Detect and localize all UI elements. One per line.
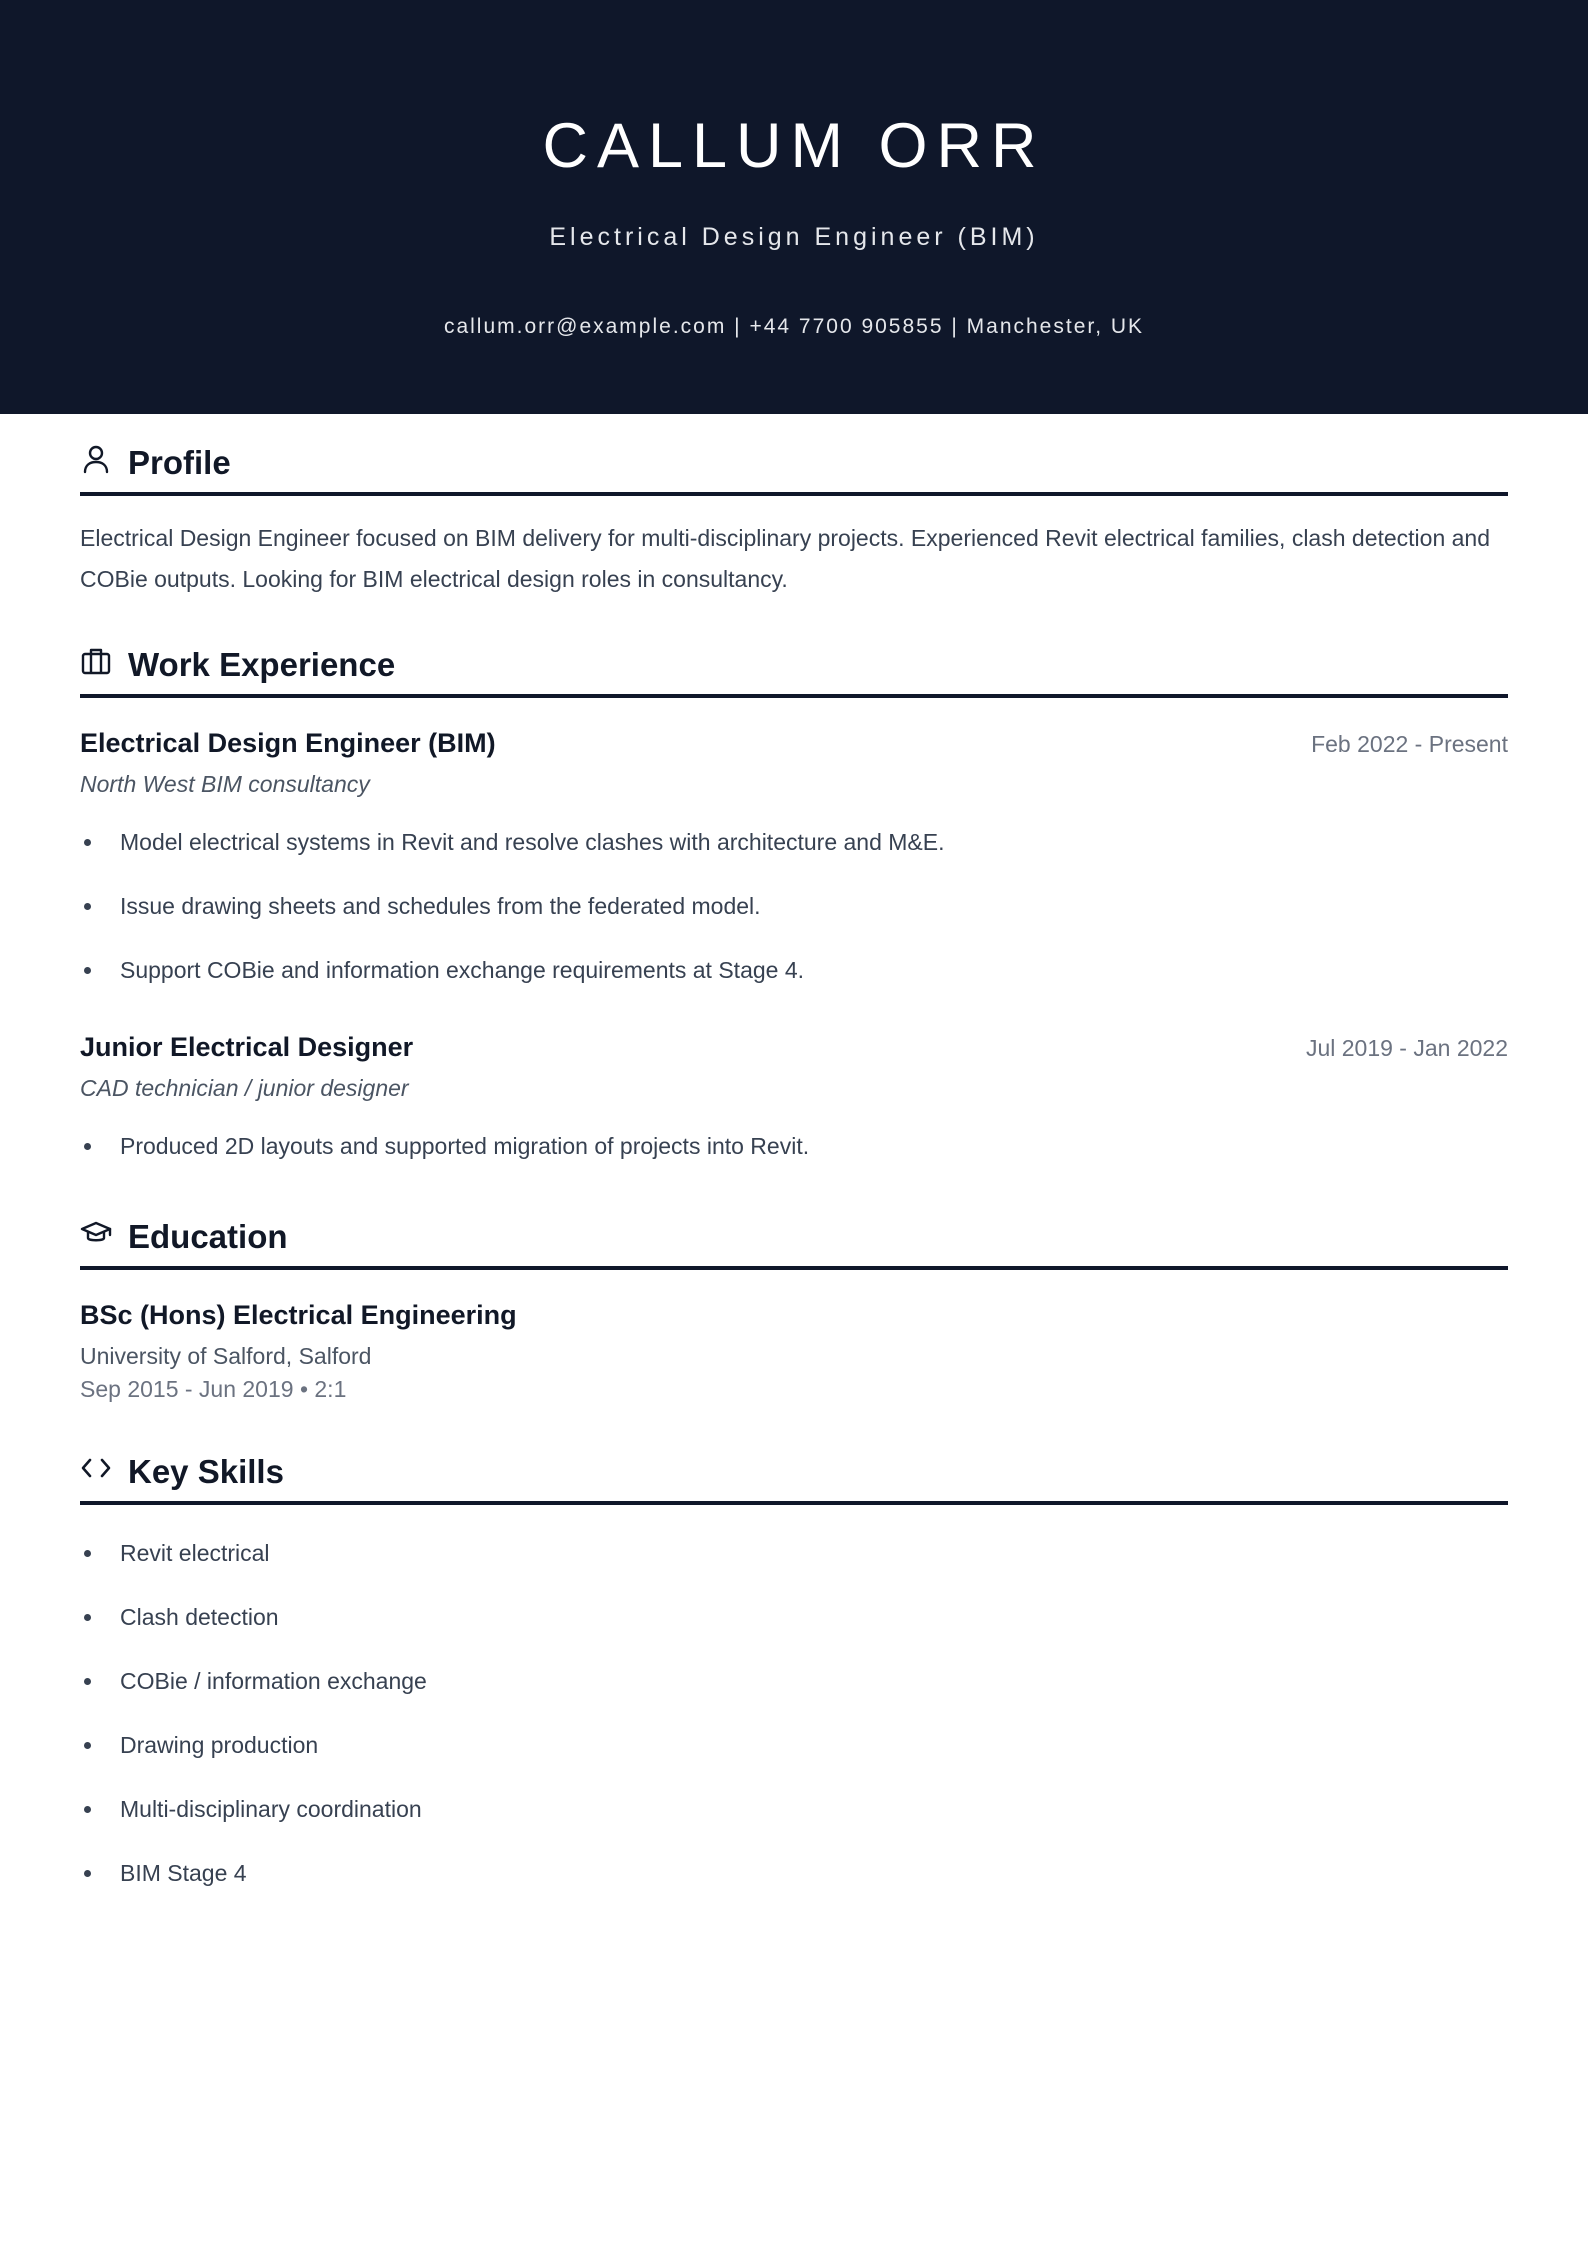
resume-header	[0, 0, 1588, 414]
education-school: University of Salford, Salford	[80, 1343, 372, 1369]
candidate-title: Electrical Design Engineer (BIM)	[549, 223, 1039, 251]
job-company: North West BIM consultancy	[80, 771, 370, 797]
job-dates: Feb 2022 - Present	[1311, 731, 1508, 757]
skills-heading-label: Key Skills	[128, 1453, 284, 1490]
resume-body	[80, 414, 1508, 1887]
code-icon	[80, 1452, 112, 1484]
briefcase-icon	[80, 645, 112, 677]
profile-text: Electrical Design Engineer focused on BIM delivery for multi-disciplinary projects. Experienced Revit electrical families, clash detection and COBie outputs. Looking for BIM electrical design roles in consultancy.	[80, 525, 1491, 592]
experience-section	[80, 636, 1508, 1160]
job-bullet: Issue drawing sheets and schedules from the federated model.	[80, 892, 1508, 920]
education-section	[80, 1208, 1508, 1403]
job-company: CAD technician / junior designer	[80, 1075, 409, 1101]
contact-line: callum.orr@example.com | +44 7700 905855 | Manchester, UK	[443, 315, 1145, 338]
graduation-cap-icon	[80, 1217, 112, 1249]
job-bullet: Support COBie and information exchange requirements at Stage 4.	[80, 956, 1508, 984]
skill-item: COBie / information exchange	[80, 1667, 1508, 1695]
job-bullet: Model electrical systems in Revit and resolve clashes with architecture and M&E.	[80, 828, 1508, 856]
job-title: Electrical Design Engineer (BIM)	[80, 728, 496, 758]
profile-heading-label: Profile	[128, 444, 231, 481]
profile-heading	[80, 434, 1508, 496]
candidate-name: CALLUM ORR	[542, 111, 1046, 181]
skill-item: BIM Stage 4	[80, 1859, 1508, 1887]
experience-heading	[80, 636, 1508, 698]
education-meta: Sep 2015 - Jun 2019 • 2:1	[80, 1376, 347, 1402]
skill-item: Multi-disciplinary coordination	[80, 1795, 1508, 1823]
job-title: Junior Electrical Designer	[80, 1032, 414, 1062]
person-icon	[80, 443, 112, 475]
experience-heading-label: Work Experience	[128, 646, 396, 683]
skills-list	[80, 1539, 1508, 1887]
job-bullet: Produced 2D layouts and supported migration of projects into Revit.	[80, 1132, 1508, 1160]
education-heading-label: Education	[128, 1218, 288, 1255]
skill-item: Drawing production	[80, 1731, 1508, 1759]
profile-section	[80, 434, 1508, 600]
job-bullets	[80, 828, 1508, 984]
job-entry	[80, 1032, 1508, 1160]
education-heading	[80, 1208, 1508, 1270]
education-entry	[80, 1300, 1508, 1403]
skill-item: Clash detection	[80, 1603, 1508, 1631]
skills-heading	[80, 1443, 1508, 1505]
job-entry	[80, 728, 1508, 984]
education-degree: BSc (Hons) Electrical Engineering	[80, 1300, 517, 1330]
skills-section	[80, 1443, 1508, 1887]
skill-item: Revit electrical	[80, 1539, 1508, 1567]
job-dates: Jul 2019 - Jan 2022	[1305, 1035, 1508, 1061]
job-bullets	[80, 1132, 1508, 1160]
